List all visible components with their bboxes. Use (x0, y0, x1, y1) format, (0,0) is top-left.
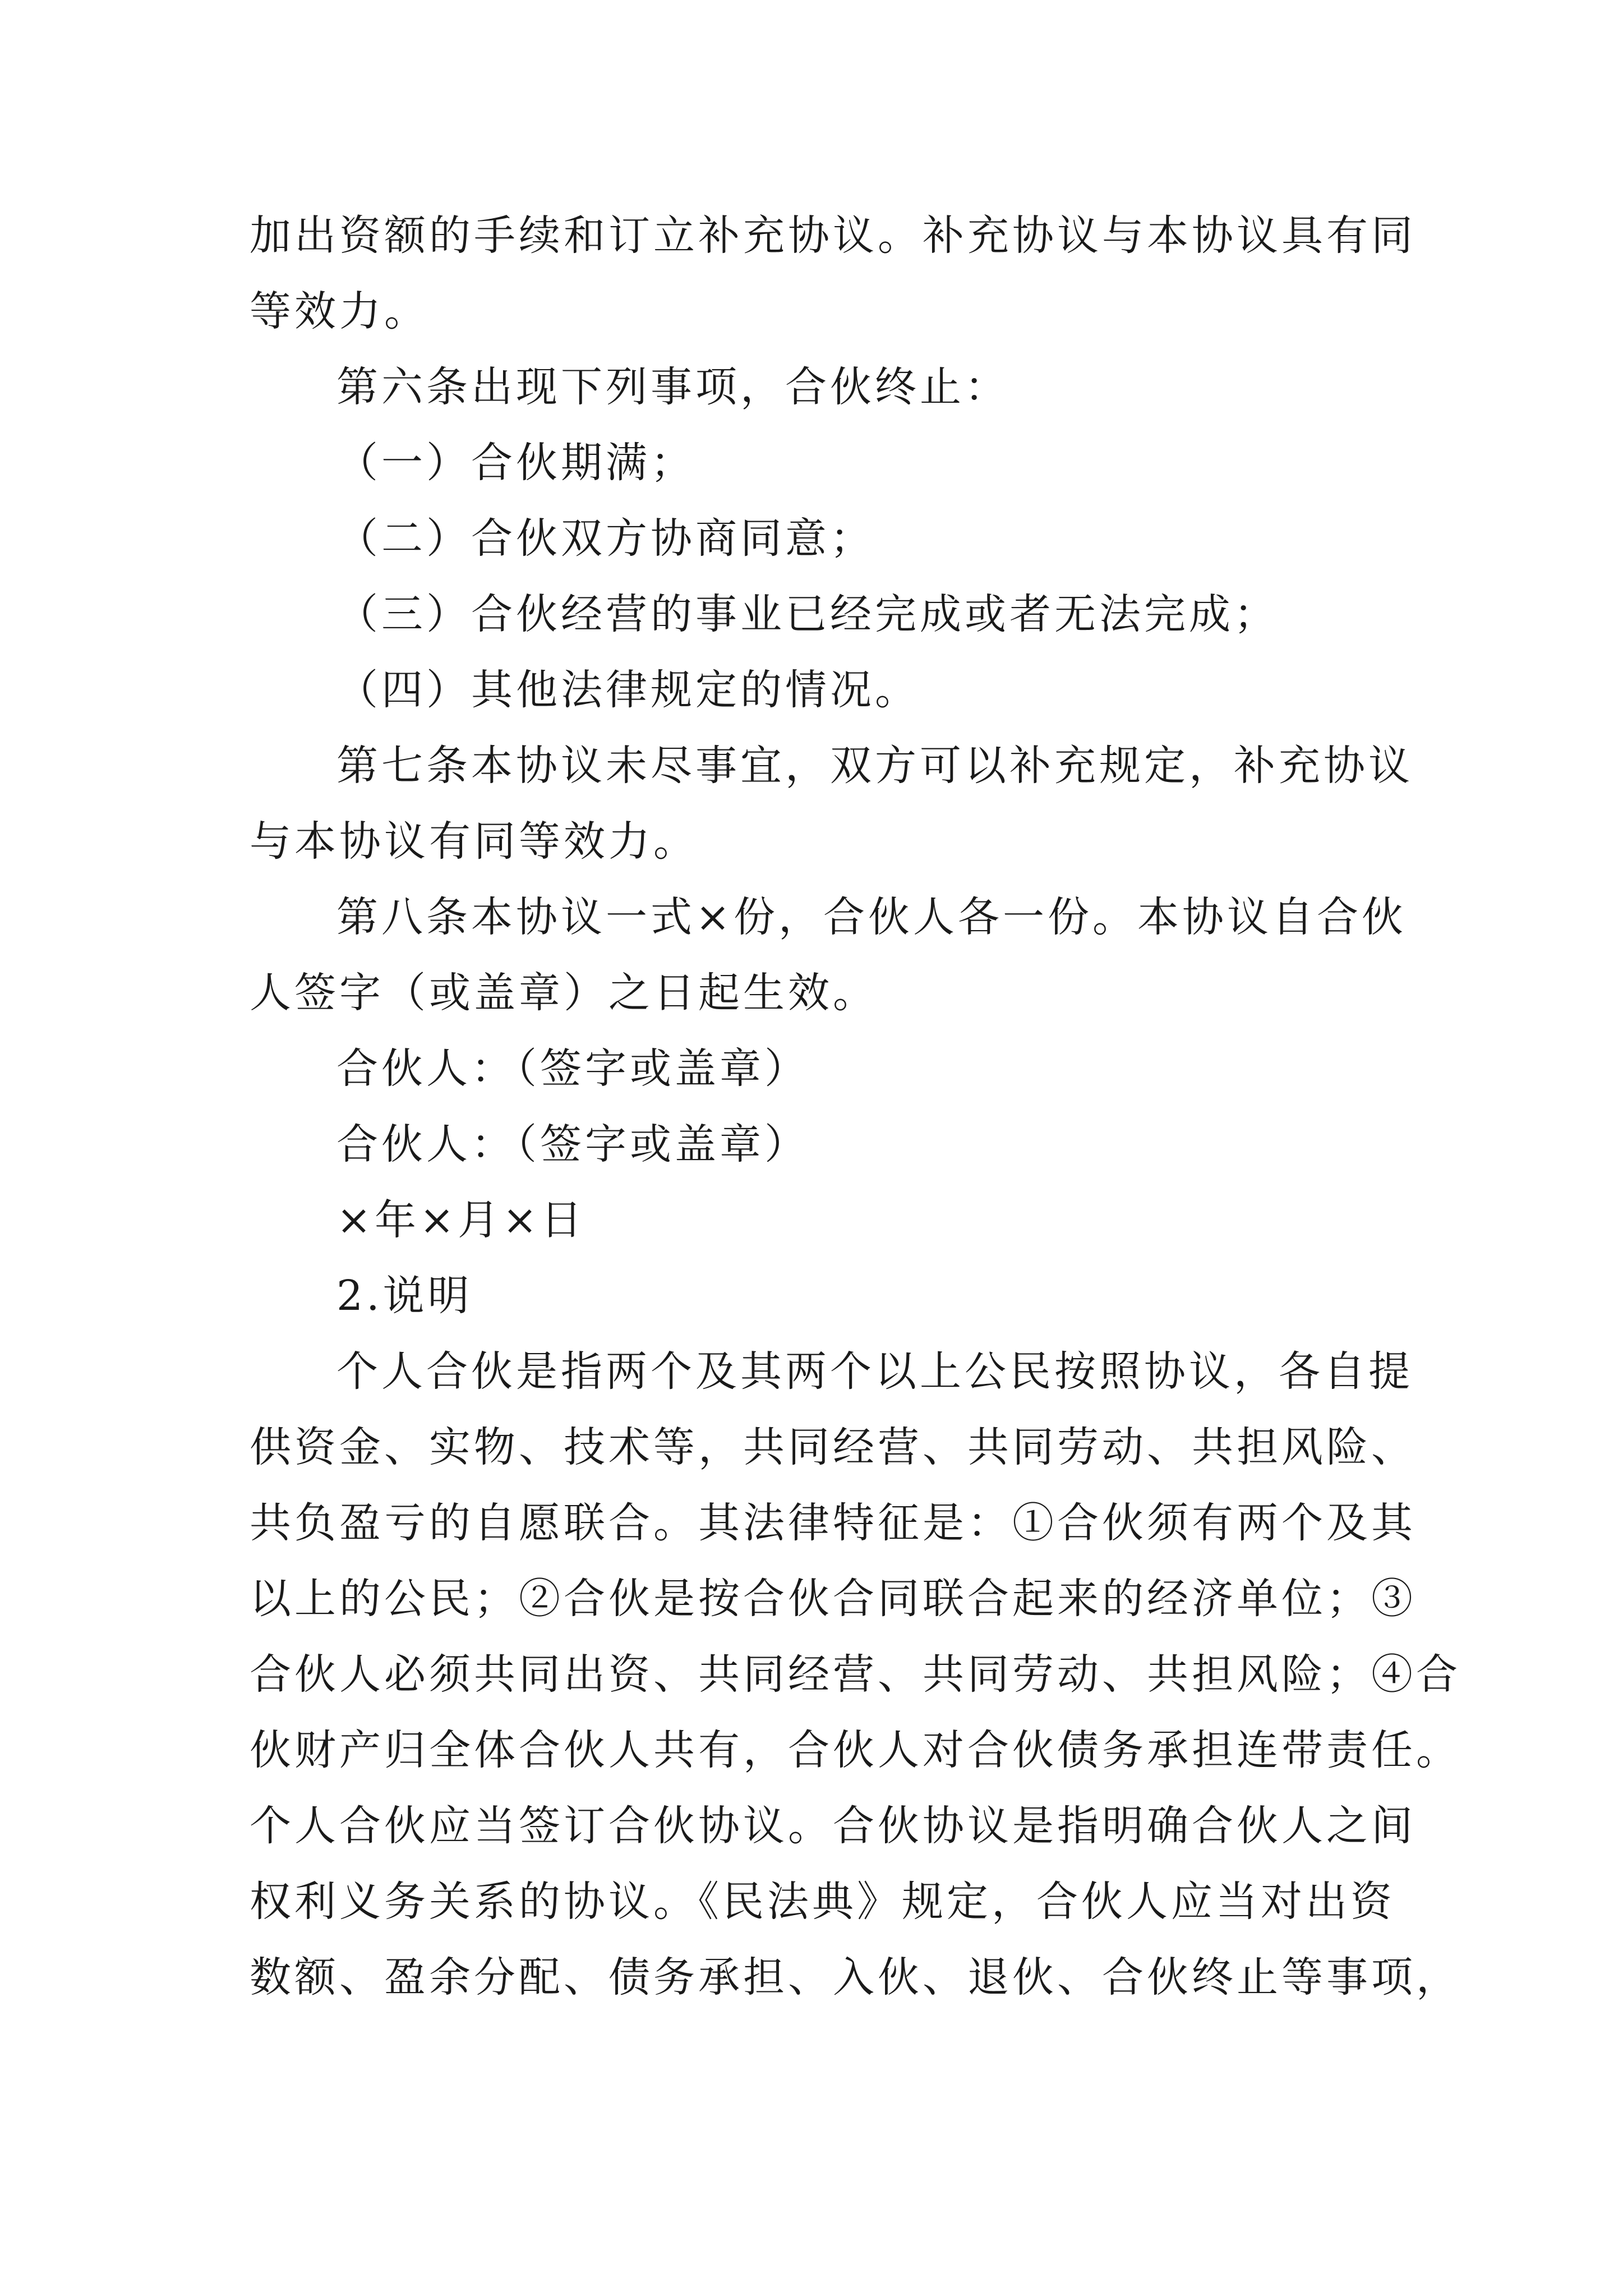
text-line: 合伙人必须共同出资、共同经营、共同劳动、共担风险；④合 (250, 1650, 1461, 1699)
text-line: 权利义务关系的协议。《民法典》规定，合伙人应当对出资 (250, 1878, 1395, 1926)
text-line: 加出资额的手续和订立补充协议。补充协议与本协议具有同 (250, 211, 1416, 260)
text-line: （一）合伙期满； (336, 439, 695, 487)
text-line: 与本协议有同等效力。 (250, 817, 698, 866)
text-line: 第六条出现下列事项，合伙终止： (336, 363, 1009, 411)
text-line: 供资金、实物、技术等，共同经营、共同劳动、共担风险、 (250, 1423, 1416, 1471)
text-line: 人签字（或盖章）之日起生效。 (250, 969, 878, 1017)
section-heading: 2.说明 (336, 1272, 473, 1320)
text-line: ×年×月×日 (336, 1196, 586, 1244)
text-line: 合伙人：（签字或盖章） (336, 1045, 809, 1093)
text-line: （二）合伙双方协商同意； (336, 514, 875, 563)
text-line: 第七条本协议未尽事宜，双方可以补充规定，补充协议 (336, 742, 1413, 790)
text-line: 合伙人：（签字或盖章） (336, 1120, 809, 1168)
text-line: （三）合伙经营的事业已经完成或者无法完成； (336, 590, 1279, 638)
text-line: 第八条本协议一式×份，合伙人各一份。本协议自合伙 (336, 893, 1407, 941)
text-line: 个人合伙是指两个及其两个以上公民按照协议，各自提 (336, 1347, 1413, 1396)
text-line: 以上的公民；②合伙是按合伙合同联合起来的经济单位；③ (250, 1575, 1416, 1623)
text-line: 数额、盈余分配、债务承担、入伙、退伙、合伙终止等事项， (250, 1953, 1461, 2001)
text-line: （四）其他法律规定的情况。 (336, 666, 920, 714)
text-line: 伙财产归全体合伙人共有，合伙人对合伙债务承担连带责任。 (250, 1726, 1461, 1774)
text-line: 共负盈亏的自愿联合。其法律特征是：①合伙须有两个及其 (250, 1499, 1416, 1547)
text-line: 等效力。 (250, 287, 429, 335)
text-line: 个人合伙应当签订合伙协议。合伙协议是指明确合伙人之间 (250, 1802, 1416, 1850)
